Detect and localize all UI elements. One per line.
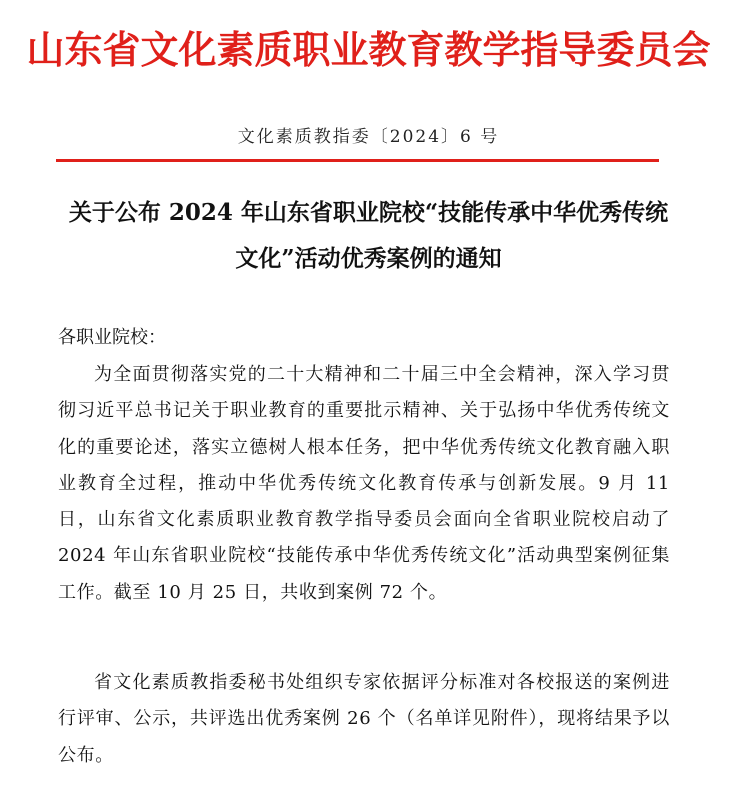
organization-header: 山东省文化素质职业教育教学指导委员会 [26,27,711,72]
body-paragraph-1: 为全面贯彻落实党的二十大精神和二十届三中全会精神，深入学习贯彻习近平总书记关于职业教育的重要批示精神、关于弘扬中华优秀传统文化的重要论述，落实立德树人根本任务，把中华优秀传统文化教育融入职业教育全过程，推动中华优秀传统文化教育传承与创新发展。9 月 11 日，山东省文化素质职业教育教学指导委员会面向全省职业院校启动了 2024 年山东省职业院校“技能传承中华优秀传统文化”活动典型案例征集工作。截至 10 月 25 日，共收到案例 72 个。 [58,364,670,603]
notice-title-line-1: 关于公布 2024 年山东省职业院校“技能传承中华优秀传统 [68,199,669,226]
notice-title-line-2: 文化”活动优秀案例的通知 [235,245,502,272]
body-paragraph-2: 省文化素质教指委秘书处组织专家依据评分标准对各校报送的案例进行评审、公示，共评选出优秀案例 26 个（名单详见附件），现将结果予以公布。 [58,672,670,766]
salutation: 各职业院校： [58,327,166,348]
red-divider [56,159,659,162]
notice-title [40,190,697,282]
document-number: 文化素质教指委〔2024〕6 号 [237,127,500,147]
